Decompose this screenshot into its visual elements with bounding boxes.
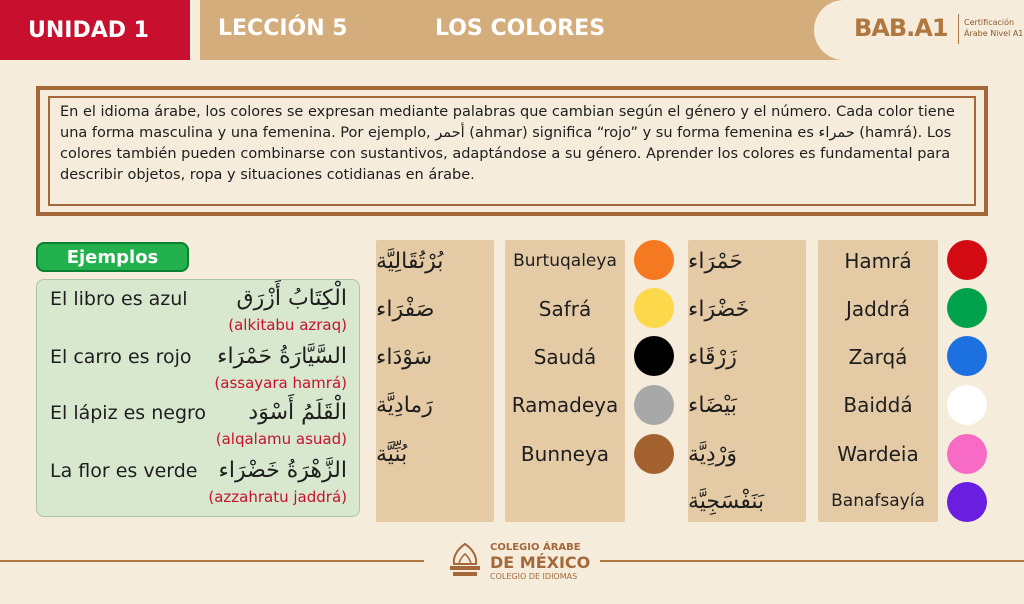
example-arabic: الزَّهْرَةُ خَضْرَاء [218,458,347,483]
certification-label [964,17,1023,39]
example-arabic: الْقَلَمُ أَسْوَد [248,400,347,425]
example-transliteration: (azzahratu jaddrá) [208,488,347,506]
examples-panel [36,279,360,517]
example-spanish: El carro es rojo [50,346,192,368]
intro-inner-frame [48,96,976,206]
color-swatch-pink [947,434,987,474]
color-arabic: سَوْدَاء [376,344,433,370]
color-transliteration: Hamrá [844,249,912,273]
certification-line-1: Certificación [964,18,1015,27]
mosque-icon [448,542,482,578]
footer-divider-left [0,560,424,562]
brand-logo: BAB.A1 [854,14,948,42]
color-arabic: رَمادِيَّة [376,392,433,418]
colors-right-arabic-column [688,240,806,522]
header-bar [0,0,1024,60]
example-spanish: El lápiz es negro [50,402,207,424]
example-item [37,286,361,344]
color-transliteration: Banafsayía [831,491,925,511]
color-arabic: زَرْقَاء [688,344,737,370]
color-arabic: حَمْرَاء [688,248,743,274]
topic-title: LOS COLORES [435,16,606,41]
color-swatch-green [947,288,987,328]
footer-school-line-2: DE MÉXICO [490,553,591,572]
intro-box [36,86,988,216]
footer-school-line-1: COLEGIO ÁRABE [490,542,581,553]
color-transliteration: Ramadeya [511,393,619,417]
color-transliteration: Saudá [533,345,597,369]
color-arabic: بَيْضَاء [688,392,737,418]
color-transliteration: Jaddrá [845,297,911,321]
colors-left-arabic-column [376,240,494,522]
color-transliteration: Wardeia [837,442,919,466]
color-transliteration: Baiddá [843,393,913,417]
example-spanish: El libro es azul [50,288,188,310]
color-arabic: وَرْدِيَّة [688,441,737,467]
brand-badge [814,0,1024,60]
example-arabic: الْكِتَابُ أَزْرَق [236,286,347,311]
color-arabic: صَفْرَاء [376,296,435,322]
color-swatch-black [634,336,674,376]
color-arabic: بُنِّيَّة [376,441,408,467]
example-spanish: La flor es verde [50,460,198,482]
color-swatch-gray [634,385,674,425]
color-swatch-yellow [634,288,674,328]
color-swatch-blue [947,336,987,376]
color-swatch-brown [634,434,674,474]
example-item [37,458,361,516]
example-transliteration: (alkitabu azraq) [228,316,347,334]
lesson-label: LECCIÓN 5 [218,16,348,41]
footer-divider-right [600,560,1024,562]
color-swatch-white [947,385,987,425]
colors-left-transliteration-column [505,240,625,522]
intro-text: En el idioma árabe, los colores se expresan mediante palabras que cambian según el género y el número. Cada color tiene una forma masculina y una femenina. Por ejemplo, أحمر (ahmar) significa “rojo” y su forma femenina es حمراء (hamrá). Los colores también pueden combinarse con sustantivos, adaptándose a su género. Aprender los colores es fundamental para describir objetos, ropa y situaciones cotidianas en árabe. [60,104,955,183]
color-transliteration: Safrá [538,297,592,321]
example-transliteration: (assayara hamrá) [214,374,347,392]
example-item [37,344,361,402]
color-arabic: خَضْرَاء [688,296,750,322]
color-transliteration: Zarqá [848,345,908,369]
color-transliteration: Bunneya [520,442,610,466]
color-swatch-purple [947,482,987,522]
color-arabic: بَنَفْسَجِيَّة [688,488,765,514]
color-transliteration: Burtuqaleya [513,251,617,271]
certification-line-2: Árabe Nivel A1 [964,29,1024,38]
examples-title: Ejemplos [36,242,189,272]
color-swatch-orange [634,240,674,280]
example-arabic: السَّيَّارَةُ حَمْرَاء [217,344,347,369]
example-transliteration: (alqalamu asuad) [215,430,347,448]
example-item [37,400,361,458]
color-swatch-red [947,240,987,280]
colors-right-transliteration-column [818,240,938,522]
color-arabic: بُرْتُقَالِيَّة [376,248,444,274]
footer-school-line-3: COLEGIO DE IDIOMAS [490,572,578,581]
unit-label: UNIDAD 1 [0,0,190,60]
brand-divider [958,14,959,44]
footer-logo [448,538,598,588]
